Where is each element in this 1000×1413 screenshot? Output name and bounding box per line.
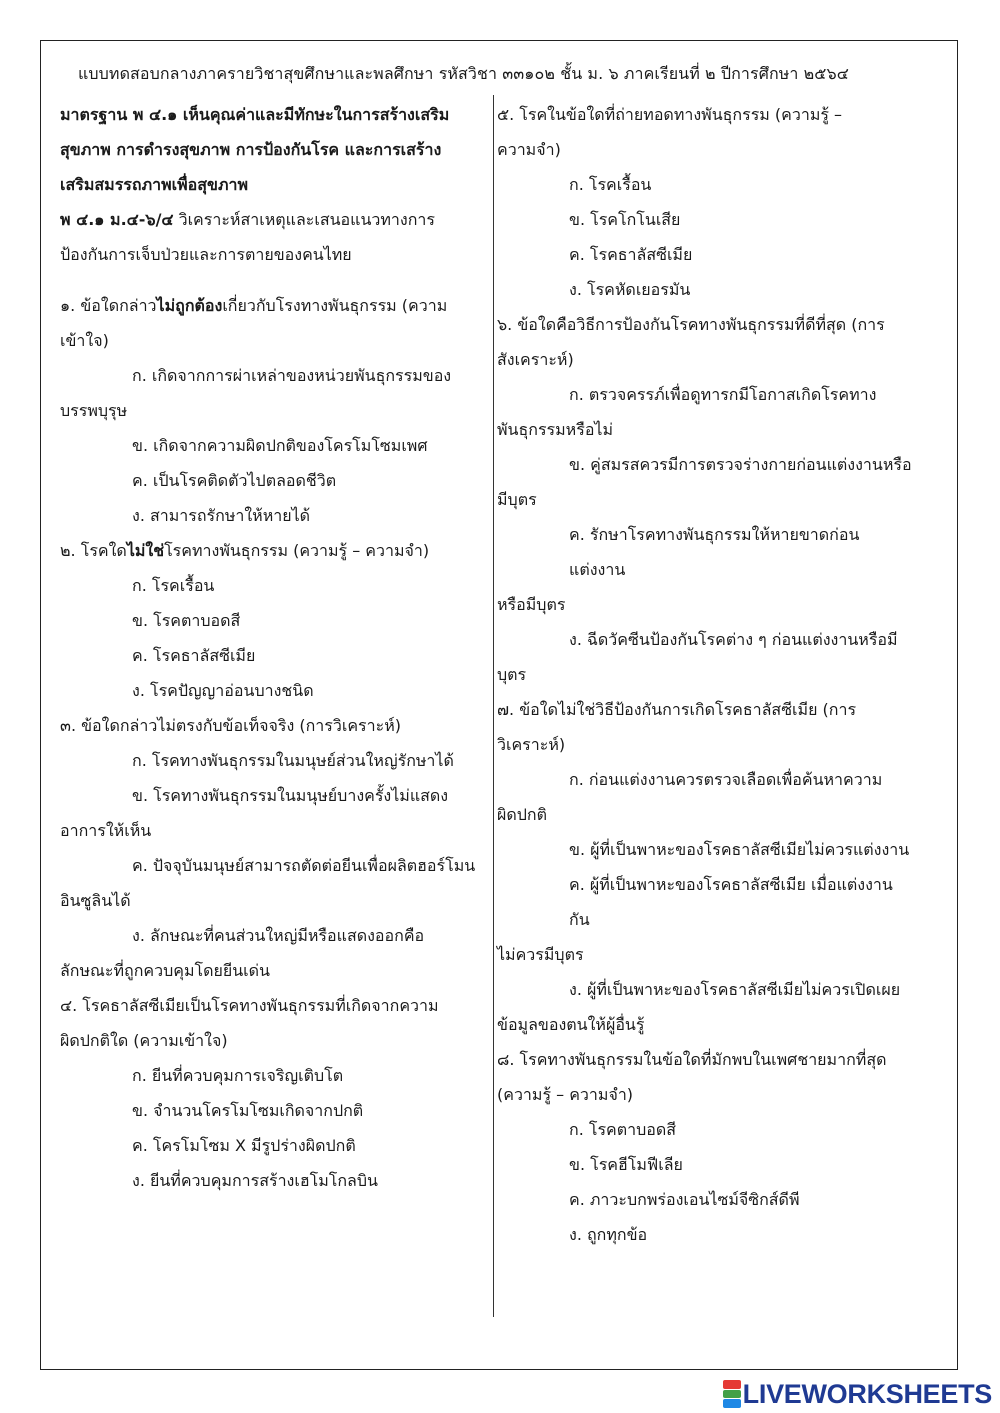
q8-option-b[interactable]: ข. โรคฮีโมฟีเลีย (569, 1155, 683, 1174)
q5-option-b[interactable]: ข. โรคโกโนเสีย (569, 210, 681, 229)
q7-option-d[interactable]: ง. ผู้ที่เป็นพาหะของโรคธาลัสซีเมียไม่ควรเปิดเผย (569, 980, 901, 999)
q7-option-b[interactable]: ข. ผู้ที่เป็นพาหะของโรคธาลัสซีเมียไม่ควรแต่งงาน (569, 840, 910, 859)
column-divider (493, 95, 494, 1317)
q7-option-c[interactable]: ค. ผู้ที่เป็นพาหะของโรคธาลัสซีเมีย เมื่อแต่งงานกัน (569, 875, 893, 929)
standard-line-1: มาตรฐาน พ ๔.๑ เห็นคุณค่าและมีทักษะในการสร้างเสริม (60, 105, 450, 124)
exam-header: แบบทดสอบกลางภาครายวิชาสุขศึกษาและพลศึกษา รหัสวิชา ๓๓๑๐๒ ชั้น ม. ๖ ภาคเรียนที่ ๒ ปีการศึกษา ๒๕๖๔ (78, 64, 849, 83)
liveworksheets-icon (723, 1380, 741, 1408)
question-1-cont: เข้าใจ) (60, 331, 109, 350)
question-3: ๓. ข้อใดกล่าวไม่ตรงกับข้อเท็จจริง (การวิเคราะห์) (60, 716, 401, 735)
question-1: ๑. ข้อใดกล่าวไม่ถูกต้องเกี่ยวกับโรงทางพันธุกรรม (ความ (60, 296, 448, 315)
q7-option-c-cont: ไม่ควรมีบุตร (497, 945, 584, 964)
question-7: ๗. ข้อใดไม่ใช่วิธีป้องกันการเกิดโรคธาลัสซีเมีย (การ (497, 700, 857, 719)
q5-option-d[interactable]: ง. โรคหัดเยอรมัน (569, 280, 691, 299)
q1-option-b[interactable]: ข. เกิดจากความผิดปกติของโครโมโซมเพศ (132, 436, 428, 455)
q3-option-d[interactable]: ง. ลักษณะที่คนส่วนใหญ่มีหรือแสดงออกคือ (132, 926, 425, 945)
indicator-line-1 (60, 202, 488, 237)
q1-option-c[interactable]: ค. เป็นโรคติดตัวไปตลอดชีวิต (132, 471, 337, 490)
liveworksheets-logo[interactable] (723, 1377, 992, 1411)
q7-option-a[interactable]: ก. ก่อนแต่งงานควรตรวจเลือดเพื่อค้นหาความ (569, 770, 883, 789)
q6-option-d[interactable]: ง. ฉีดวัคซีนป้องกันโรคต่าง ๆ ก่อนแต่งงานหรือมี (569, 630, 898, 649)
standard-line-2: สุขภาพ การดำรงสุขภาพ การป้องกันโรค และการเสร้าง (60, 140, 442, 159)
question-2: ๒. โรคใดไม่ใช่โรคทางพันธุกรรม (ความรู้ – ความจำ) (60, 541, 430, 560)
right-column (497, 97, 912, 1252)
q3-option-b-cont: อาการให้เห็น (60, 821, 152, 840)
indicator-text: วิเคราะห์สาเหตุและเสนอแนวทางการ (173, 210, 435, 229)
q4-option-c[interactable]: ค. โครโมโซม X มีรูปร่างผิดปกติ (132, 1136, 356, 1155)
q4-option-b[interactable]: ข. จำนวนโครโมโซมเกิดจากปกติ (132, 1101, 364, 1120)
indicator-code: พ ๔.๑ ม.๔-๖/๔ (60, 210, 174, 229)
q3-option-a[interactable]: ก. โรคทางพันธุกรรมในมนุษย์ส่วนใหญ่รักษาได้ (132, 751, 454, 770)
q8-option-a[interactable]: ก. โรคตาบอดสี (569, 1120, 677, 1139)
q3-option-c-cont: อินซูลินได้ (60, 891, 131, 910)
question-4-cont: ผิดปกติใด (ความเข้าใจ) (60, 1031, 228, 1050)
brand-name: LIVEWORKSHEETS (742, 1378, 992, 1409)
question-5: ๕. โรคในข้อใดที่ถ่ายทอดทางพันธุกรรม (ความรู้ – (497, 105, 843, 124)
question-8-cont: (ความรู้ – ความจำ) (497, 1085, 634, 1104)
q6-option-a[interactable]: ก. ตรวจครรภ์เพื่อดูทารกมีโอกาสเกิดโรคทาง (569, 385, 877, 404)
q6-option-a-cont: พันธุกรรมหรือไม่ (497, 420, 614, 439)
q8-option-c[interactable]: ค. ภาวะบกพร่องเอนไซม์จีซิกส์ดีพี (569, 1190, 800, 1209)
q2-option-d[interactable]: ง. โรคปัญญาอ่อนบางชนิด (132, 681, 314, 700)
question-8: ๘. โรคทางพันธุกรรมในข้อใดที่มักพบในเพศชายมากที่สุด (497, 1050, 887, 1069)
q3-option-d-cont: ลักษณะที่ถูกควบคุมโดยยีนเด่น (60, 961, 270, 980)
q6-option-c[interactable]: ค. รักษาโรคทางพันธุกรรมให้หายขาดก่อนแต่งงาน (569, 525, 860, 579)
question-6: ๖. ข้อใดคือวิธีการป้องกันโรคทางพันธุกรรมที่ดีที่สุด (การ (497, 315, 885, 334)
q3-option-c[interactable]: ค. ปัจจุบันมนุษย์สามารถตัดต่อยีนเพื่อผลิตฮอร์โมน (132, 856, 476, 875)
question-1-emphasis: ไม่ถูกต้อง (156, 296, 223, 315)
standard-line-3: เสริมสมรรถภาพเพื่อสุขภาพ (60, 175, 249, 194)
q4-option-d[interactable]: ง. ยีนที่ควบคุมการสร้างเฮโมโกลบิน (132, 1171, 378, 1190)
question-6-cont: สังเคราะห์) (497, 350, 574, 369)
q6-option-b-cont: มีบุตร (497, 490, 537, 509)
q1-option-a-cont: บรรพบุรุษ (60, 401, 128, 420)
question-4: ๔. โรคธาลัสซีเมียเป็นโรคทางพันธุกรรมที่เกิดจากความ (60, 996, 439, 1015)
question-7-cont: วิเคราะห์) (497, 735, 566, 754)
q5-option-c[interactable]: ค. โรคธาลัสซีเมีย (569, 245, 693, 264)
left-column (60, 97, 488, 1198)
q7-option-d-cont: ข้อมูลของตนให้ผู้อื่นรู้ (497, 1015, 645, 1034)
q1-option-d[interactable]: ง. สามารถรักษาให้หายได้ (132, 506, 311, 525)
q7-option-a-cont: ผิดปกติ (497, 805, 547, 824)
q6-option-c-cont: หรือมีบุตร (497, 595, 566, 614)
q5-option-a[interactable]: ก. โรคเรื้อน (569, 175, 652, 194)
q2-option-b[interactable]: ข. โรคตาบอดสี (132, 611, 241, 630)
indicator-line-2: ป้องกันการเจ็บป่วยและการตายของคนไทย (60, 245, 352, 264)
q6-option-d-cont: บุตร (497, 665, 527, 684)
q3-option-b[interactable]: ข. โรคทางพันธุกรรมในมนุษย์บางครั้งไม่แสดง (132, 786, 449, 805)
q4-option-a[interactable]: ก. ยีนที่ควบคุมการเจริญเติบโต (132, 1066, 344, 1085)
q6-option-b[interactable]: ข. คู่สมรสควรมีการตรวจร่างกายก่อนแต่งงานหรือ (569, 455, 912, 474)
q2-option-c[interactable]: ค. โรคธาลัสซีเมีย (132, 646, 256, 665)
q1-option-a[interactable]: ก. เกิดจากการผ่าเหล่าของหน่วยพันธุกรรมของ (132, 366, 452, 385)
q2-option-a[interactable]: ก. โรคเรื้อน (132, 576, 215, 595)
question-5-cont: ความจำ) (497, 140, 561, 159)
q8-option-d[interactable]: ง. ถูกทุกข้อ (569, 1225, 648, 1244)
question-2-emphasis: ไม่ใช่ (126, 541, 165, 560)
